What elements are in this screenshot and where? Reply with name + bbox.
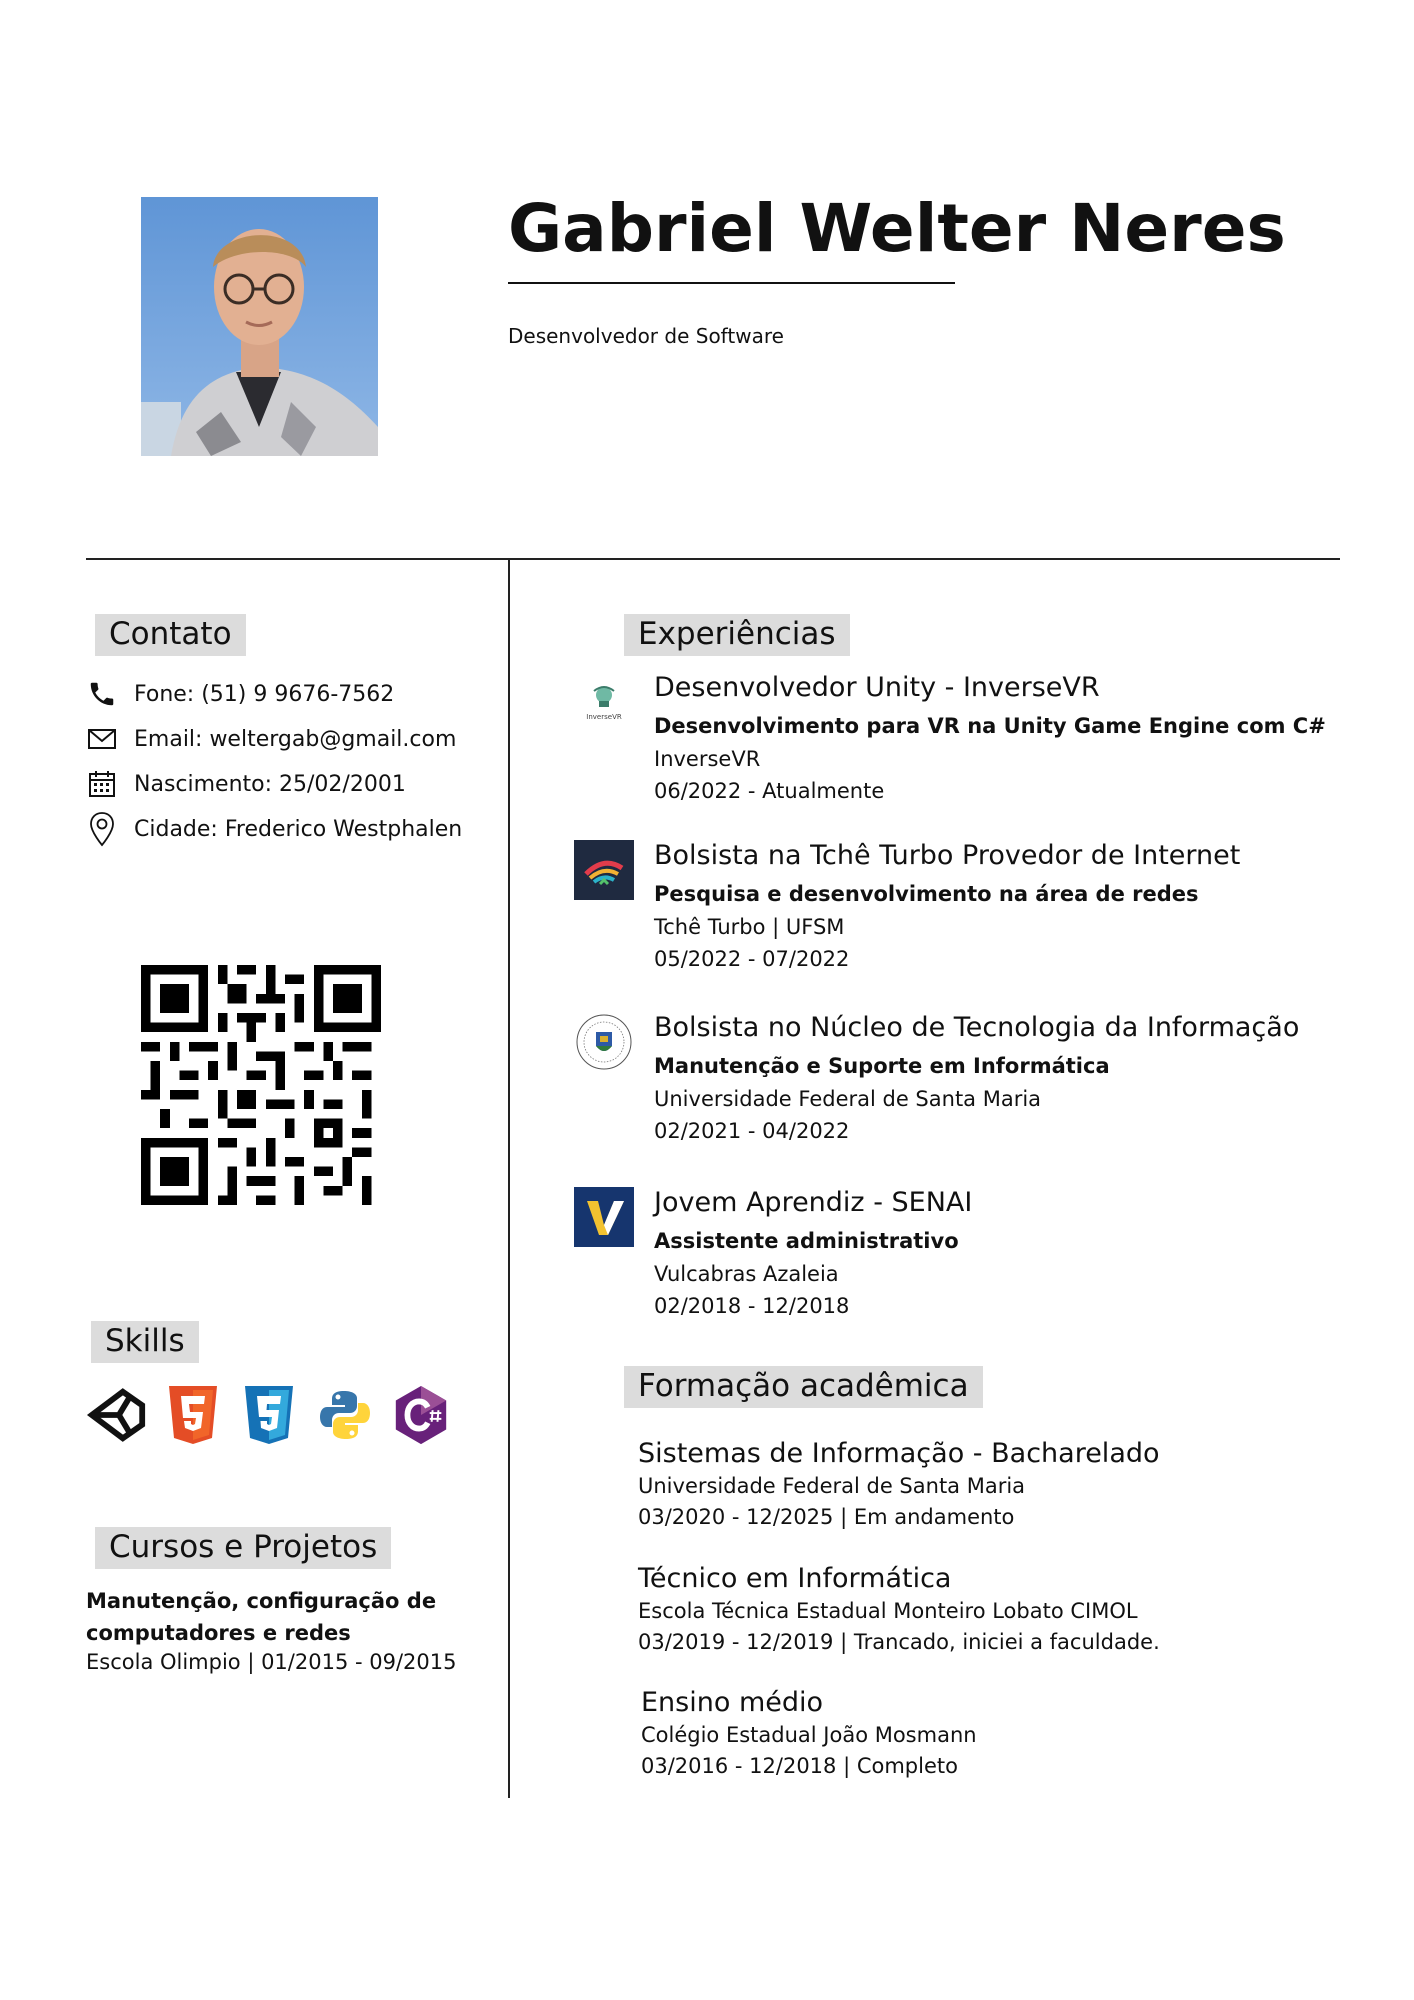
tche-turbo-logo [574,840,634,900]
experience-org: Vulcabras Azaleia [654,1262,839,1286]
experience-title: Bolsista no Núcleo de Tecnologia da Informação [654,1012,1300,1043]
experience-desc: Pesquisa e desenvolvimento na área de redes [654,882,1199,906]
person-name: Gabriel Welter Neres [508,190,1286,267]
experience-title: Desenvolvedor Unity - InverseVR [654,672,1100,703]
csharp-icon [390,1384,452,1446]
html5-icon [162,1384,224,1446]
experience-org: InverseVR [654,747,761,771]
contact-heading: Contato [95,614,246,656]
contact-birth [86,768,406,800]
phone-text: Fone: (51) 9 9676-7562 [134,681,395,707]
profile-photo [141,197,378,456]
course-title: Manutenção, configuração de computadores e redes [86,1589,437,1645]
name-underline [508,282,955,284]
course-detail: Escola Olimpio | 01/2015 - 09/2015 [86,1650,457,1674]
phone-icon [86,678,118,710]
contact-email [86,723,456,755]
city-text: Cidade: Frederico Westphalen [134,816,463,842]
mail-icon [86,723,118,755]
inversevr-logo-text: InverseVR [586,713,622,721]
experience-heading: Experiências [624,614,850,656]
unity-icon [86,1384,148,1446]
experience-title: Jovem Aprendiz - SENAI [654,1187,973,1218]
experience-period: 05/2022 - 07/2022 [654,947,850,971]
inversevr-logo [574,672,634,732]
skills-heading: Skills [91,1321,199,1363]
experience-title: Bolsista na Tchê Turbo Provedor de Internet [654,840,1241,871]
courses-heading: Cursos e Projetos [95,1527,391,1569]
experience-org: Tchê Turbo | UFSM [654,915,845,939]
contact-city [86,813,462,845]
education-school: Universidade Federal de Santa Maria [638,1474,1026,1498]
vertical-divider [508,558,510,1798]
job-subtitle: Desenvolvedor de Software [508,324,784,348]
education-title: Sistemas de Informação - Bacharelado [638,1438,1160,1469]
experience-desc: Desenvolvimento para VR na Unity Game Engine com C# [654,714,1326,738]
education-title: Ensino médio [641,1687,824,1718]
education-school: Colégio Estadual João Mosmann [641,1723,977,1747]
contact-phone [86,678,394,710]
experience-period: 02/2018 - 12/2018 [654,1294,850,1318]
experience-org: Universidade Federal de Santa Maria [654,1087,1042,1111]
experience-desc: Manutenção e Suporte em Informática [654,1054,1110,1078]
education-detail: 03/2020 - 12/2025 | Em andamento [638,1505,1015,1529]
education-heading: Formação acadêmica [624,1366,983,1408]
experience-period: 02/2021 - 04/2022 [654,1119,850,1143]
education-item [641,1687,977,1778]
calendar-icon [86,768,118,800]
skills-icon-row [86,1384,452,1446]
experience-period: 06/2022 - Atualmente [654,779,885,803]
education-detail: 03/2019 - 12/2019 | Trancado, iniciei a faculdade. [638,1630,1160,1654]
education-item [638,1438,1160,1529]
horizontal-divider [86,558,1340,560]
education-school: Escola Técnica Estadual Monteiro Lobato CIMOL [638,1599,1138,1623]
location-pin-icon [86,813,118,845]
ufsm-seal-logo [574,1012,634,1072]
education-detail: 03/2016 - 12/2018 | Completo [641,1754,958,1778]
python-icon [314,1384,376,1446]
qr-code [141,965,381,1205]
vulcabras-logo [574,1187,634,1247]
email-text: Email: weltergab@gmail.com [134,726,457,752]
education-title: Técnico em Informática [638,1563,952,1594]
birth-text: Nascimento: 25/02/2001 [134,771,406,797]
css3-icon [238,1384,300,1446]
education-item [638,1563,1160,1654]
experience-desc: Assistente administrativo [654,1229,959,1253]
